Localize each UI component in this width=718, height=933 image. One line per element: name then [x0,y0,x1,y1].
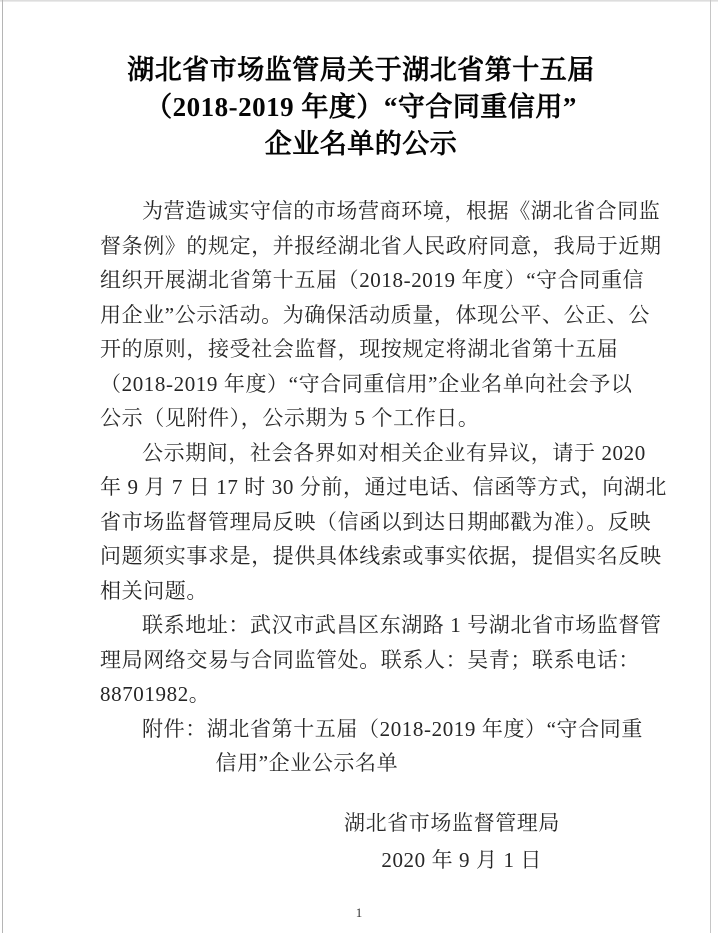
title-line-2: （2018-2019 年度）“守合同重信用” [145,92,577,122]
contact-paragraph [100,608,662,712]
paragraph-1-line: （2018-2019 年度）“守合同重信用”企业名单向社会予以 [100,371,633,396]
paragraph-1-line: 组织开展湖北省第十五届（2018-2019 年度）“守合同重信 [100,268,645,292]
contact-line: 理局网络交易与合同监管处。联系人：吴青；联系电话： [100,647,640,672]
paragraph-2-line: 相关问题。 [100,578,208,603]
document-title [100,52,622,163]
attachment-line-2: 信用”企业公示名单 [215,751,399,775]
paragraph-2-line: 公示期间，社会各界如对相关企业有异议，请于 2020 [142,440,646,465]
title-line-3: 企业名单的公示 [264,129,458,159]
signature-date: 2020 年 9 月 1 日 [381,847,542,872]
attachment-line-1: 附件：湖北省第十五届（2018-2019 年度）“守合同重 [142,716,643,741]
contact-line: 联系地址：武汉市武昌区东湖路 1 号湖北省市场监督管 [142,613,662,637]
paragraph-1-line: 公示（见附件），公示期为 5 个工作日。 [100,406,480,430]
page-right-edge [710,0,711,933]
paragraph-1-line: 用企业”公示活动。为确保活动质量，体现公平、公正、公 [100,302,650,327]
contact-phone-line: 88701982。 [100,682,211,706]
attachment-note [100,712,643,781]
paragraph-1-line: 督条例》的规定，并报经湖北省人民政府同意，我局于近期 [100,233,662,258]
paragraph-1-line: 为营造诚实守信的市场营商环境，根据《湖北省合同监 [142,199,661,223]
page-number: 1 [355,905,363,920]
paragraph-2-line: 问题须实事求是，提供具体线索或事实依据，提倡实名反映 [100,544,662,568]
paragraph-2 [100,436,667,609]
document-body [100,194,667,781]
paragraph-2-line: 省市场监督管理局反映（信函以到达日期邮戳为准）。反映 [100,509,652,534]
signature-block [100,805,622,879]
document-content [100,0,667,879]
title-line-1: 湖北省市场监管局关于湖北省第十五届 [127,55,595,85]
paragraph-1 [100,194,662,436]
paragraph-2-line: 年 9 月 7 日 17 时 30 分前，通过电话、信函等方式，向湖北 [100,475,667,499]
signature-agency: 湖北省市场监督管理局 [344,810,560,835]
page-left-edge [2,0,3,933]
paragraph-1-line: 开的原则，接受社会监督，现按规定将湖北省第十五届 [100,337,619,361]
